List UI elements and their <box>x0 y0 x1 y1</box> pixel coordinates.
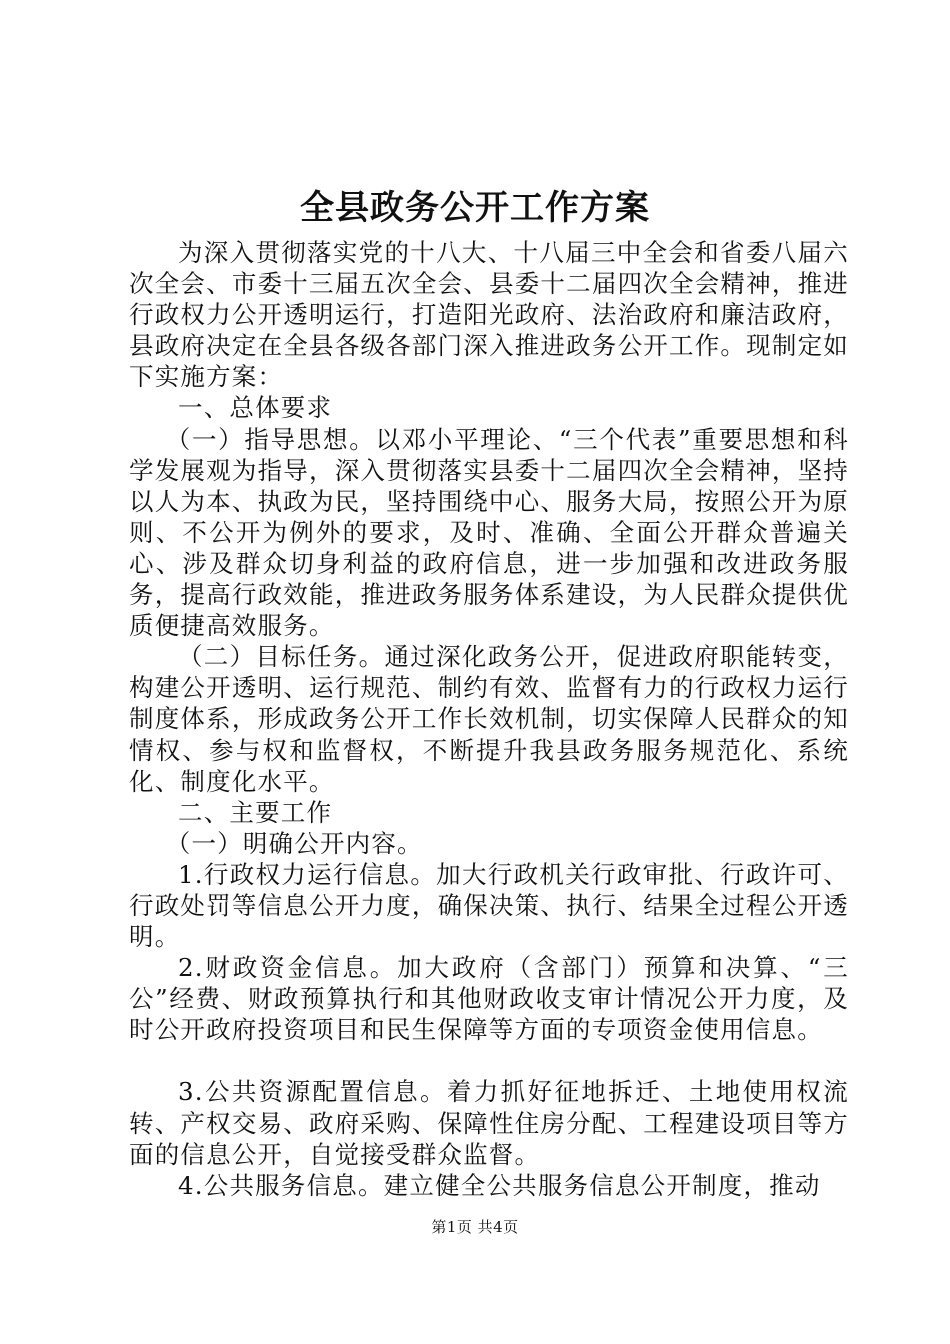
paragraph-item-4: 4.公共服务信息。建立健全公共服务信息公开制度，推动 <box>178 1170 821 1200</box>
paragraph-item-3: 3.公共资源配置信息。着力抓好征地拆迁、土地使用权流转、产权交易、政府采购、保障性住房分配、工程建设项目等方面的信息公开，自觉接受群众监督。 <box>129 1077 849 1169</box>
page-footer: 第1页 共4页 <box>431 1218 519 1236</box>
paragraph-item-1: 1.行政权力运行信息。加大行政机关行政审批、行政许可、行政处罚等信息公开力度，确保决策、执行、结果全过程公开透明。 <box>129 859 849 952</box>
paragraph-guiding-ideology: （一）指导思想。以邓小平理论、“三个代表”重要思想和科学发展观为指导，深入贯彻落实县委十二届四次全会精神，坚持以人为本、执政为民，坚持围绕中心、服务大局，按照公开为原则、不公开为例外的要求，及时、准确、全面公开群众普遍关心、涉及群众切身利益的政府信息，进一步加强和改进政务服务，提高行政效能，推进政务服务体系建设，为人民群众提供优质便捷高效服务。 <box>129 424 849 641</box>
paragraph-item-2: 2.财政资金信息。加大政府（含部门）预算和决算、“三公”经费、财政预算执行和其他财政收支审计情况公开力度，及时公开政府投资项目和民生保障等方面的专项资金使用信息。 <box>129 953 849 1045</box>
document-body <box>129 237 849 1201</box>
section-heading-general-requirements: 一、总体要求 <box>178 393 333 423</box>
document-title: 全县政务公开工作方案 <box>300 188 650 228</box>
paragraph-objectives: （二）目标任务。通过深化政务公开，促进政府职能转变，构建公开透明、运行规范、制约有效、监督有力的行政权力运行制度体系，形成政务公开工作长效机制，切实保障人民群众的知情权、参与权和监督权，不断提升我县政务服务规范化、系统化、制度化水平。 <box>129 642 849 796</box>
subsection-heading-content: （一）明确公开内容。 <box>165 828 423 858</box>
paragraph-gap <box>129 1045 849 1076</box>
paragraph-intro: 为深入贯彻落实党的十八大、十八届三中全会和省委八届六次全会、市委十三届五次全会、县委十二届四次全会精神，推进行政权力公开透明运行，打造阳光政府、法治政府和廉洁政府，县政府决定在全县各级各部门深入推进政务公开工作。现制定如下实施方案： <box>129 238 849 392</box>
section-heading-main-work: 二、主要工作 <box>178 797 333 827</box>
